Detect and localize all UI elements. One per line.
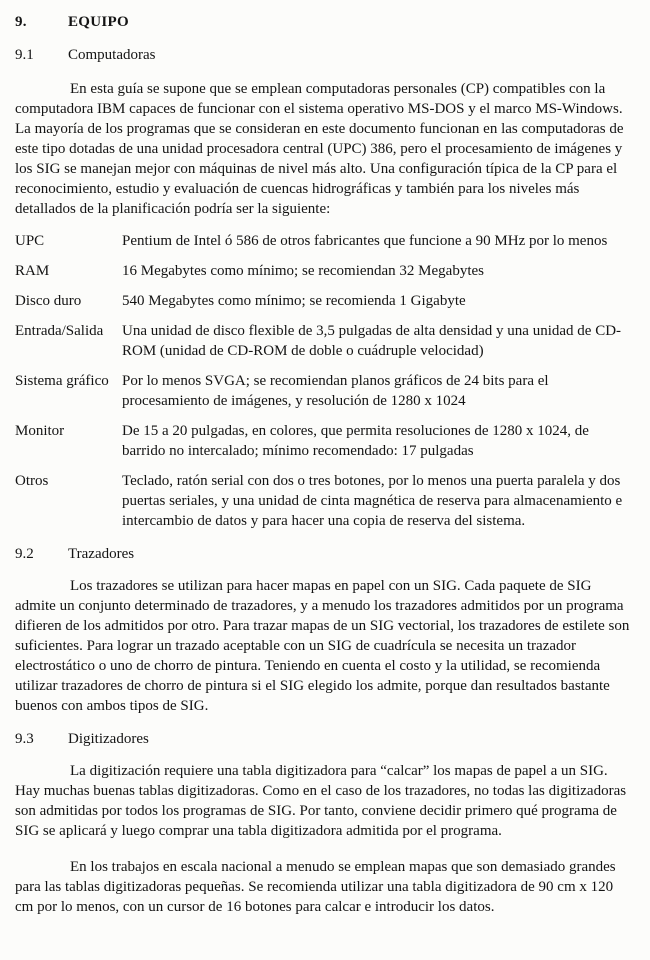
spec-label: Disco duro [15, 293, 82, 309]
spec-value: Pentium de Intel ó 586 de otros fabricantes que funcione a 90 MHz por lo menos [122, 233, 608, 249]
spec-label: Otros [15, 473, 49, 489]
section-heading-digitizadores [15, 729, 635, 749]
spec-value: Una unidad de disco flexible de 3,5 pulgadas de alta densidad y una unidad de CD-ROM (unidad de CD-ROM de doble o cuádruple velocidad) [122, 323, 622, 359]
spec-value: De 15 a 20 pulgadas, en colores, que permita resoluciones de 1280 x 1024, de barrido no intercalado; mínimo recomendado: 17 pulgadas [122, 423, 589, 459]
spec-row-otros [15, 471, 635, 531]
chapter-heading [15, 12, 635, 32]
spec-row-disco-duro [15, 291, 635, 311]
computadoras-intro-paragraph: En esta guía se supone que se emplean computadoras personales (CP) compatibles con la computadora IBM capaces de funcionar con el sistema operativo MS-DOS y el marco MS-Windows. La mayoría de los programas que se consideran en este documento funcionan en las computadoras de este tipo dotadas de una unidad procesadora central (UPC) 386, pero el procesamiento de imágenes y los SIG se manejan mejor con máquinas de nivel más alto. Una configuración típica de la CP para el reconocimiento, estudio y evaluación de cuencas hidrográficas y también para los niveles más detallados de la planificación podría ser la siguiente: [15, 81, 624, 217]
section-heading-computadoras [15, 45, 635, 65]
spec-label: Monitor [15, 423, 65, 439]
section-heading-trazadores [15, 544, 635, 564]
section-title: Trazadores [68, 546, 135, 562]
section-title: Computadoras [68, 47, 156, 63]
chapter-number: 9. [15, 14, 27, 30]
spec-value: Por lo menos SVGA; se recomiendan planos gráficos de 24 bits para el procesamiento de imágenes, y resolución de 1280 x 1024 [122, 373, 549, 409]
spec-row-upc [15, 231, 635, 251]
spec-label: Sistema gráfico [15, 373, 109, 389]
digitizadores-paragraph-2: En los trabajos en escala nacional a menudo se emplean mapas que son demasiado grandes para las tablas digitizadoras pequeñas. Se recomienda utilizar una tabla digitizadora de 90 cm x 120 cm por lo menos, con un cursor de 16 botones para calcar e introducir los datos. [15, 859, 616, 915]
section-number: 9.1 [15, 47, 34, 63]
spec-row-ram [15, 261, 635, 281]
digitizadores-paragraph-1: La digitización requiere una tabla digitizadora para “calcar” los mapas de papel a un SIG. Hay muchas buenas tablas digitizadoras. Como en el caso de los trazadores, no todas las digitizadoras son admitidas por todos los programas de SIG. Por tanto, conviene decidir primero qué programa de SIG se aplicará y luego comprar una tabla digitizadora admitida por el programa. [15, 763, 627, 839]
chapter-title: EQUIPO [68, 14, 129, 30]
section-number: 9.2 [15, 546, 34, 562]
spec-label: RAM [15, 263, 50, 279]
section-title: Digitizadores [68, 731, 149, 747]
spec-label: Entrada/Salida [15, 323, 104, 339]
trazadores-paragraph: Los trazadores se utilizan para hacer mapas en papel con un SIG. Cada paquete de SIG admite un conjunto determinado de trazadores, y a menudo los trazadores admitidos por un programa difieren de los admitidos por otro. Para trazar mapas de un SIG vectorial, los trazadores de estilete son suficientes. Para lograr un trazado aceptable con un SIG de cuadrícula se necesita un trazador electrostático o uno de chorro de pintura. Teniendo en cuenta el costo y la utilidad, se recomienda utilizar trazadores de chorro de pintura si el SIG elegido los admite, porque dan resultados bastante buenos con ambos tipos de SIG. [15, 578, 630, 714]
section-number: 9.3 [15, 731, 34, 747]
spec-row-sistema-grafico [15, 371, 635, 411]
spec-label: UPC [15, 233, 45, 249]
spec-row-monitor [15, 421, 635, 461]
spec-row-entrada-salida [15, 321, 635, 361]
spec-value: Teclado, ratón serial con dos o tres botones, por lo menos una puerta paralela y dos puertas seriales, y una unidad de cinta magnética de reserva para almacenamiento e intercambio de datos y para hacer una copia de reserva del sistema. [122, 473, 623, 529]
spec-list [15, 231, 635, 531]
spec-value: 16 Megabytes como mínimo; se recomiendan 32 Megabytes [122, 263, 484, 279]
spec-value: 540 Megabytes como mínimo; se recomienda 1 Gigabyte [122, 293, 466, 309]
